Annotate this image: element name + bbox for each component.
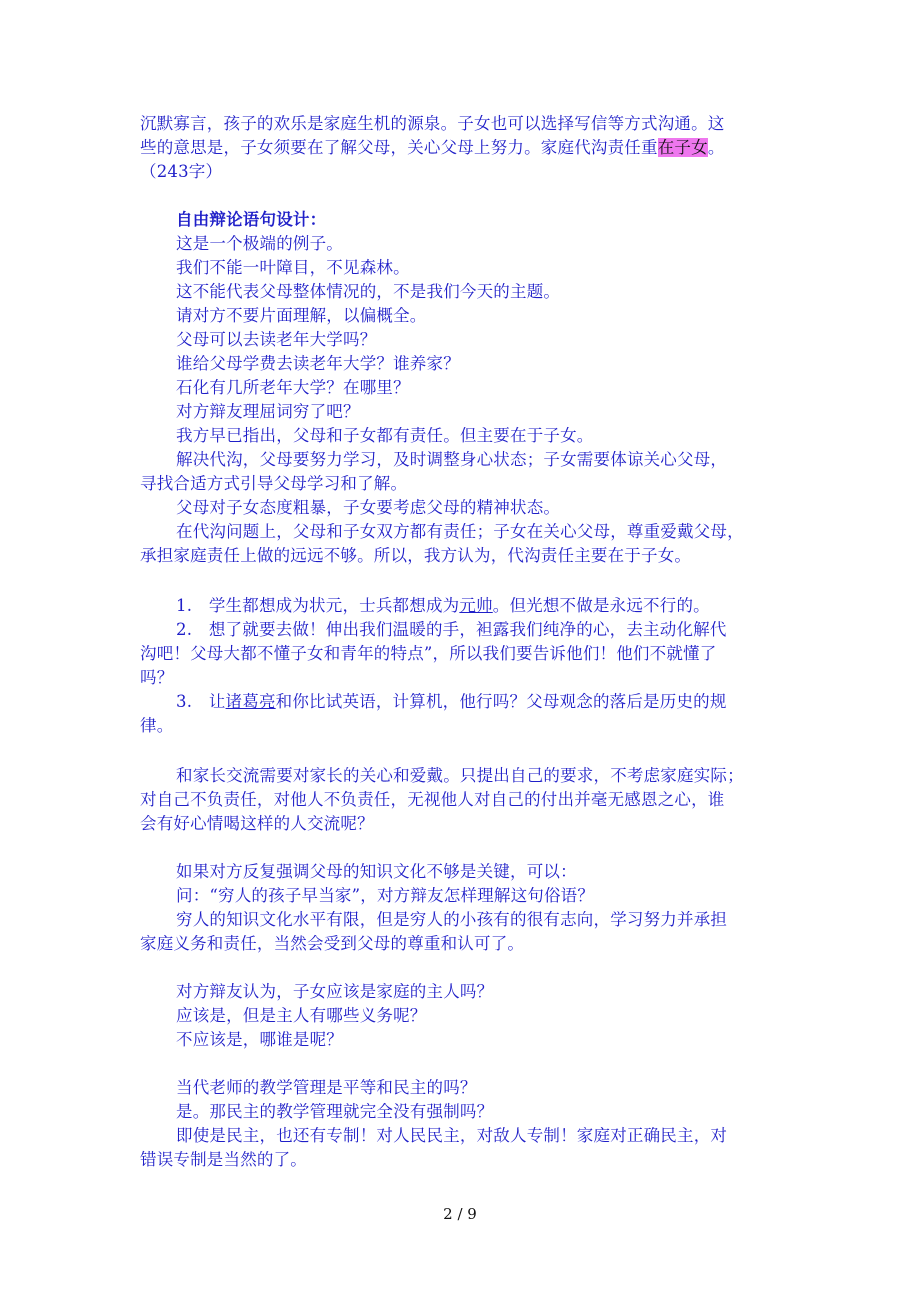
debate-line: 这是一个极端的例子。 bbox=[176, 234, 343, 253]
highlighted-text: 在子女 bbox=[657, 138, 708, 157]
debate-line: 父母对子女态度粗暴，子女要考虑父母的精神状态。 bbox=[176, 498, 561, 517]
intro-line-1-text: 沉默寡言，孩子的欢乐是家庭生机的源泉。子女也可以选择写信等方式沟通。这 bbox=[140, 114, 725, 133]
debate-line: 对方辩友理屈词穷了吧？ bbox=[176, 402, 360, 421]
paragraph-line: 问：“穷人的孩子早当家”，对方辩友怎样理解这句俗语？ bbox=[176, 886, 595, 905]
paragraph-line: 即使是民主，也还有专制！对人民民主，对敌人专制！家庭对正确民主，对 bbox=[176, 1126, 728, 1145]
debate-line: 请对方不要片面理解，以偏概全。 bbox=[176, 306, 427, 325]
debate-line: 我们不能一叶障目，不见森林。 bbox=[176, 258, 410, 277]
debate-line: 父母可以去读老年大学吗？ bbox=[176, 330, 377, 349]
paragraph-line: 和家长交流需要对家长的关心和爱戴。只提出自己的要求，不考虑家庭实际； bbox=[176, 766, 744, 785]
numbered-item-1 bbox=[176, 594, 710, 618]
paragraph-line: 是。那民主的教学管理就完全没有强制吗？ bbox=[176, 1102, 494, 1121]
numbered-item-2-cont: 吗？ bbox=[140, 668, 174, 687]
paragraph-line: 错误专制是当然的了。 bbox=[140, 1150, 307, 1169]
item-1-text-end: 。但光想不做是永远不行的。 bbox=[492, 596, 710, 615]
intro-line-2-end: 。 bbox=[707, 138, 725, 157]
paragraph-line: 当代老师的教学管理是平等和民主的吗？ bbox=[176, 1078, 477, 1097]
page-number: 2 / 9 bbox=[443, 1205, 477, 1223]
debate-line: 我方早已指出，父母和子女都有责任。但主要在于子女。 bbox=[176, 426, 594, 445]
section-heading: 自由辩论语句设计： bbox=[176, 210, 327, 229]
debate-line: 寻找合适方式引导父母学习和了解。 bbox=[140, 474, 408, 493]
paragraph-line: 如果对方反复强调父母的知识文化不够是关键，可以： bbox=[176, 862, 577, 881]
paragraph-line: 家庭义务和责任，当然会受到父母的尊重和认可了。 bbox=[140, 934, 525, 953]
intro-line-2-text: 些的意思是，子女须要在了解父母，关心父母上努力。家庭代沟责任重 bbox=[140, 138, 658, 157]
debate-line: 这不能代表父母整体情况的，不是我们今天的主题。 bbox=[176, 282, 561, 301]
debate-line: 石化有几所老年大学？在哪里？ bbox=[176, 378, 410, 397]
intro-line-2 bbox=[140, 136, 725, 160]
item-1-text: 1. 学生都想成为状元，士兵都想成为 bbox=[176, 596, 460, 615]
paragraph-line: 会有好心情喝这样的人交流呢？ bbox=[140, 814, 374, 833]
paragraph-line: 穷人的知识文化水平有限，但是穷人的小孩有的很有志向，学习努力并承担 bbox=[176, 910, 728, 929]
item-3-link[interactable]: 诸葛亮 bbox=[225, 692, 276, 711]
numbered-item-2-cont: 沟吧！父母大都不懂子女和青年的特点”，所以我们要告诉他们！他们不就懂了 bbox=[140, 644, 717, 663]
word-count bbox=[140, 160, 222, 184]
numbered-item-3 bbox=[176, 690, 727, 714]
debate-line: 谁给父母学费去读老年大学？谁养家？ bbox=[176, 354, 460, 373]
paragraph-line: 不应该是，哪谁是呢？ bbox=[176, 1030, 343, 1049]
numbered-item-3-cont: 律。 bbox=[140, 716, 174, 735]
debate-line: 解决代沟，父母要努力学习，及时调整身心状态；子女需要体谅关心父母， bbox=[176, 450, 728, 469]
paragraph-line: 应该是，但是主人有哪些义务呢？ bbox=[176, 1006, 427, 1025]
paragraph-line: 对自己不负责任，对他人不负责任，无视他人对自己的付出并毫无感恩之心，谁 bbox=[140, 790, 725, 809]
debate-line: 在代沟问题上，父母和子女双方都有责任；子女在关心父母，尊重爱戴父母， bbox=[176, 522, 744, 541]
item-3-text-end: 和你比试英语，计算机，他行吗？父母观念的落后是历史的规 bbox=[275, 692, 727, 711]
item-1-link[interactable]: 元帅 bbox=[459, 596, 493, 615]
debate-line: 承担家庭责任上做的远远不够。所以，我方认为，代沟责任主要在于子女。 bbox=[140, 546, 692, 565]
intro-line-1 bbox=[140, 112, 725, 136]
item-3-text: 3. 让 bbox=[176, 692, 226, 711]
numbered-item-2: 2. 想了就要去做！伸出我们温暖的手，袒露我们纯净的心，去主动化解代 bbox=[176, 620, 727, 639]
paragraph-line: 对方辩友认为，子女应该是家庭的主人吗？ bbox=[176, 982, 494, 1001]
word-count-text: （243字） bbox=[140, 162, 223, 181]
